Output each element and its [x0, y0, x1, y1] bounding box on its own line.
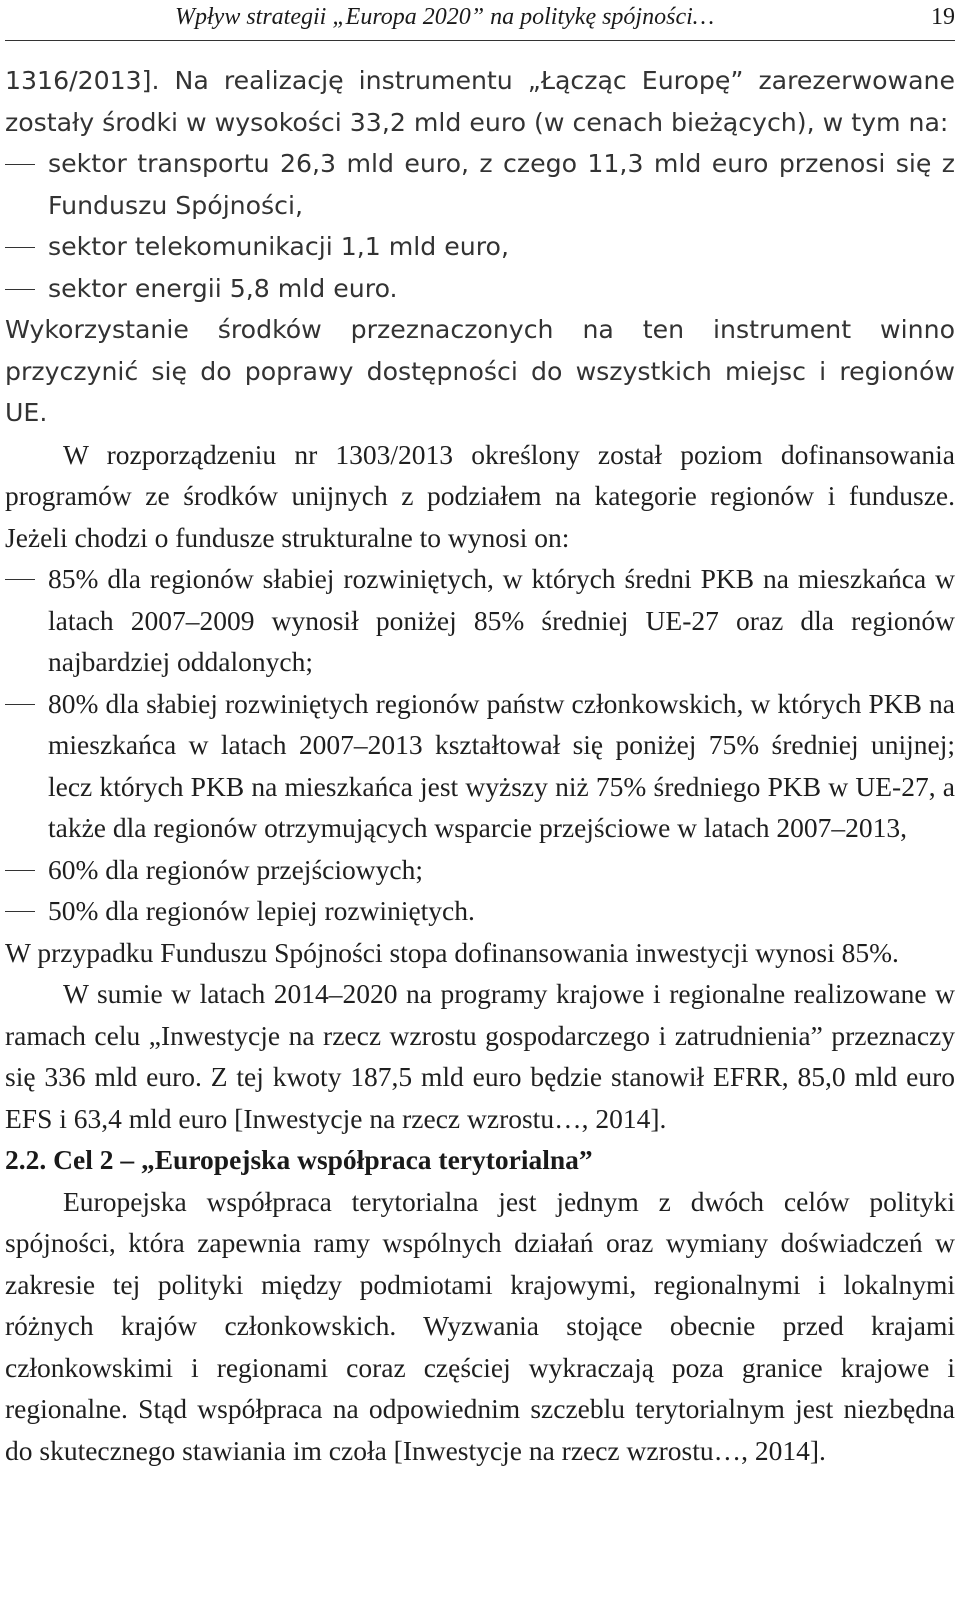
- paragraph-2: Wykorzystanie środków przeznaczonych na ten instrument winno przyczynić się do poprawy dostępności do wszystkich miejsc i regionów UE.: [5, 315, 955, 427]
- list-item: sektor telekomunikacji 1,1 mld euro,: [5, 226, 955, 268]
- paragraph-6: Europejska współpraca terytorialna jest jednym z dwóch celów polityki spójności, która zapewnia ramy wspólnych działań oraz wymiany doświadczeń w zakresie tej polityki między podmiotami krajowymi, regionalnymi i lokalnymi różnych krajów członkowskich. Wyzwania stojące obecnie przed krajami członkowskimi i regionami coraz częściej wykraczają poza granice krajowe i regionalne. Stąd współpraca na odpowiednim szczeblu terytorialnym jest niezbędna do skutecznego stawiania im czoła [Inwestycje na rzecz wzrostu…, 2014].: [5, 1185, 955, 1466]
- paragraph-1: 1316/2013]. Na realizację instrumentu „Łącząc Europę” zarezerwowane zostały środki w wysokości 33,2 mld euro (w cenach bieżących), w tym na:: [5, 66, 955, 137]
- cofinancing-list: [5, 558, 955, 932]
- body-text: [5, 60, 955, 1471]
- document-page: [5, 0, 955, 1471]
- list-item: 50% dla regionów lepiej rozwiniętych.: [5, 890, 955, 932]
- list-item: 80% dla słabiej rozwiniętych regionów państw członkowskich, w których PKB na mieszkańca w latach 2007–2013 kształtował się poniżej 75% średniej unijnej; lecz których PKB na mieszkańca jest wyższy niż 75% średniego PKB w UE-27, a także dla regionów otrzymujących wsparcie przejściowe w latach 2007–2013,: [5, 683, 955, 849]
- list-item: 60% dla regionów przejściowych;: [5, 849, 955, 891]
- list-item: 85% dla regionów słabiej rozwiniętych, w których średni PKB na mieszkańca w latach 2007–2009 wynosił poniżej 85% średniej UE-27 oraz dla regionów najbardziej oddalonych;: [5, 558, 955, 683]
- section-heading: 2.2. Cel 2 – „Europejska współpraca terytorialna”: [5, 1144, 593, 1175]
- serif-section: [5, 434, 955, 1472]
- running-header: [5, 0, 955, 41]
- list-item: sektor energii 5,8 mld euro.: [5, 268, 955, 310]
- list-item: sektor transportu 26,3 mld euro, z czego 11,3 mld euro przenosi się z Funduszu Spójności,: [5, 143, 955, 226]
- allocation-list: [5, 143, 955, 309]
- paragraph-4: W przypadku Funduszu Spójności stopa dofinansowania inwestycji wynosi 85%.: [5, 936, 899, 968]
- running-title: Wpływ strategii „Europa 2020” na politykę spójności…: [175, 4, 715, 30]
- paragraph-3: W rozporządzeniu nr 1303/2013 określony został poziom dofinansowania programów ze środków unijnych z podziałem na kategorie regionów i fundusze. Jeżeli chodzi o fundusze strukturalne to wynosi on:: [5, 438, 955, 553]
- paragraph-5: W sumie w latach 2014–2020 na programy krajowe i regionalne realizowane w ramach celu „Inwestycje na rzecz wzrostu gospodarczego i zatrudnienia” przeznaczy się 336 mld euro. Z tej kwoty 187,5 mld euro będzie stanowił EFRR, 85,0 mld euro EFS i 63,4 mld euro [Inwestycje na rzecz wzrostu…, 2014].: [5, 978, 955, 1134]
- page-number: 19: [931, 4, 955, 30]
